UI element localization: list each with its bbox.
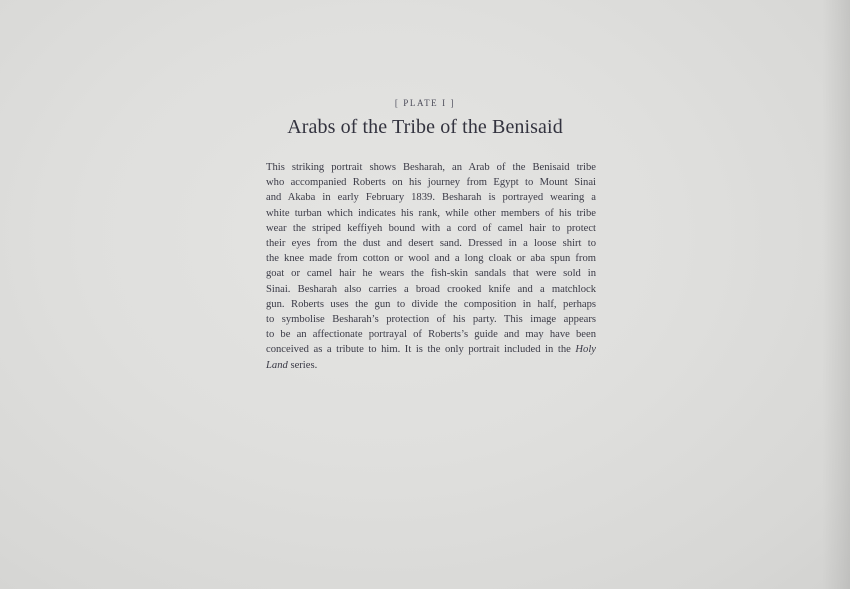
body-line: their eyes from the dust and desert sand. Dressed in a loose shirt to	[266, 238, 596, 250]
body-line: Sinai. Besharah also carries a broad crooked knife and a matchlock	[266, 283, 596, 295]
body-line-with-italic	[266, 342, 596, 357]
body-line: to symbolise Besharah’s protection of his party. This image appears	[266, 314, 596, 326]
body-line: white turban which indicates his rank, while other members of his tribe	[266, 207, 596, 219]
body-line-text: conceived as a tribute to him. It is the only portrait included in the	[266, 344, 571, 356]
body-line: This striking portrait shows Besharah, an Arab of the Benisaid tribe	[266, 162, 596, 173]
page-edge-shadow	[822, 0, 850, 589]
body-paragraph	[266, 160, 596, 373]
body-line: goat or camel hair he wears the fish-skin sandals that were sold in	[266, 268, 596, 280]
body-line: who accompanied Roberts on his journey from Egypt to Mount Sinai	[266, 177, 596, 189]
body-line: and Akaba in early February 1839. Besharah is portrayed wearing a	[266, 192, 596, 204]
page-title: Arabs of the Tribe of the Benisaid	[287, 116, 563, 138]
body-line: gun. Roberts uses the gun to divide the composition in half, perhaps	[266, 298, 596, 310]
italic-series-name: Holy	[575, 344, 596, 356]
body-line: to be an affectionate portrayal of Roberts’s guide and may have been	[266, 329, 596, 341]
body-line: wear the striped keffiyeh bound with a cord of camel hair to protect	[266, 222, 596, 234]
italic-series-name: Land	[266, 359, 288, 371]
body-line: the knee made from cotton or wool and a long cloak or aba spun from	[266, 253, 596, 265]
plate-label: [ PLATE I ]	[394, 98, 456, 108]
body-line-final	[266, 358, 596, 373]
body-line-text: series.	[287, 359, 318, 371]
